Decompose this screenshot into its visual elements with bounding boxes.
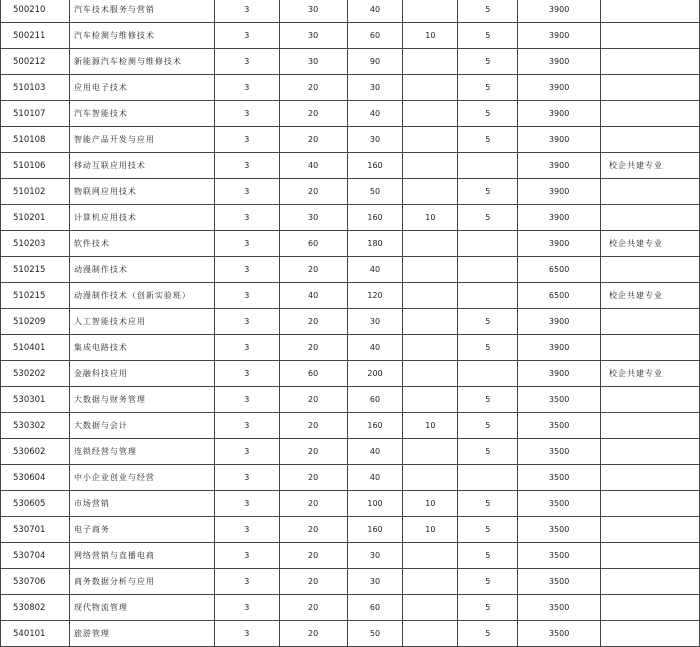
major-code-cell: 540101 (1, 621, 70, 647)
remark-cell (601, 101, 700, 127)
remark-cell (601, 387, 700, 413)
remark-cell (601, 491, 700, 517)
major-code-cell: 530301 (1, 387, 70, 413)
quota-d-cell (458, 465, 518, 491)
tuition-cell: 3900 (518, 49, 601, 75)
quota-c-cell: 10 (403, 517, 458, 543)
remark-cell (601, 335, 700, 361)
quota-b-cell: 40 (347, 439, 403, 465)
quota-a-cell: 20 (279, 465, 347, 491)
years-cell: 3 (214, 49, 279, 75)
tuition-cell: 3500 (518, 439, 601, 465)
tuition-cell: 3900 (518, 361, 601, 387)
quota-a-cell: 30 (279, 205, 347, 231)
major-name-cell: 市场营销 (69, 491, 214, 517)
table-row (1, 595, 700, 621)
table-row (1, 205, 700, 231)
quota-b-cell: 40 (347, 0, 403, 23)
quota-c-cell (403, 101, 458, 127)
years-cell: 3 (214, 75, 279, 101)
major-name-cell: 物联网应用技术 (69, 179, 214, 205)
quota-c-cell (403, 387, 458, 413)
major-name-cell: 大数据与会计 (69, 413, 214, 439)
major-name-cell: 大数据与财务管理 (69, 387, 214, 413)
quota-d-cell: 5 (458, 439, 518, 465)
tuition-cell: 3900 (518, 127, 601, 153)
quota-d-cell: 5 (458, 49, 518, 75)
years-cell: 3 (214, 205, 279, 231)
major-code-cell: 510107 (1, 101, 70, 127)
major-code-cell: 500210 (1, 0, 70, 23)
quota-d-cell: 5 (458, 387, 518, 413)
quota-b-cell: 30 (347, 569, 403, 595)
major-code-cell: 530302 (1, 413, 70, 439)
quota-d-cell: 5 (458, 0, 518, 23)
remark-cell: 校企共建专业 (601, 283, 700, 309)
major-code-cell: 500211 (1, 23, 70, 49)
major-name-cell: 金融科技应用 (69, 361, 214, 387)
tuition-cell: 3500 (518, 543, 601, 569)
quota-b-cell: 60 (347, 23, 403, 49)
major-code-cell: 530604 (1, 465, 70, 491)
quota-a-cell: 20 (279, 543, 347, 569)
remark-cell (601, 127, 700, 153)
remark-cell (601, 517, 700, 543)
table-row (1, 361, 700, 387)
years-cell: 3 (214, 491, 279, 517)
quota-d-cell (458, 231, 518, 257)
quota-d-cell: 5 (458, 595, 518, 621)
quota-d-cell: 5 (458, 309, 518, 335)
quota-b-cell: 180 (347, 231, 403, 257)
table-row (1, 465, 700, 491)
remark-cell (601, 413, 700, 439)
quota-d-cell: 5 (458, 413, 518, 439)
major-name-cell: 动漫制作技术（创新实验班） (69, 283, 214, 309)
quota-b-cell: 200 (347, 361, 403, 387)
major-name-cell: 移动互联应用技术 (69, 153, 214, 179)
table-row (1, 0, 700, 23)
remark-cell (601, 439, 700, 465)
major-code-cell: 510106 (1, 153, 70, 179)
major-code-cell: 530704 (1, 543, 70, 569)
major-code-cell: 510102 (1, 179, 70, 205)
quota-c-cell (403, 127, 458, 153)
quota-c-cell: 10 (403, 23, 458, 49)
years-cell: 3 (214, 569, 279, 595)
tuition-cell: 3500 (518, 465, 601, 491)
quota-d-cell: 5 (458, 23, 518, 49)
quota-b-cell: 60 (347, 387, 403, 413)
quota-a-cell: 20 (279, 179, 347, 205)
years-cell: 3 (214, 439, 279, 465)
table-row (1, 179, 700, 205)
table-row (1, 439, 700, 465)
quota-b-cell: 30 (347, 127, 403, 153)
quota-a-cell: 40 (279, 283, 347, 309)
quota-d-cell (458, 283, 518, 309)
major-name-cell: 现代物流管理 (69, 595, 214, 621)
quota-c-cell (403, 543, 458, 569)
quota-a-cell: 20 (279, 413, 347, 439)
major-name-cell: 计算机应用技术 (69, 205, 214, 231)
quota-b-cell: 160 (347, 413, 403, 439)
quota-b-cell: 160 (347, 517, 403, 543)
remark-cell (601, 595, 700, 621)
years-cell: 3 (214, 153, 279, 179)
major-code-cell: 510215 (1, 257, 70, 283)
years-cell: 3 (214, 101, 279, 127)
quota-b-cell: 30 (347, 75, 403, 101)
major-name-cell: 商务数据分析与应用 (69, 569, 214, 595)
remark-cell (601, 75, 700, 101)
years-cell: 3 (214, 621, 279, 647)
tuition-cell: 3900 (518, 101, 601, 127)
table-row (1, 543, 700, 569)
major-code-cell: 530202 (1, 361, 70, 387)
years-cell: 3 (214, 257, 279, 283)
quota-c-cell (403, 153, 458, 179)
years-cell: 3 (214, 127, 279, 153)
quota-c-cell (403, 231, 458, 257)
years-cell: 3 (214, 179, 279, 205)
quota-a-cell: 40 (279, 153, 347, 179)
quota-b-cell: 40 (347, 101, 403, 127)
major-name-cell: 电子商务 (69, 517, 214, 543)
major-code-cell: 510103 (1, 75, 70, 101)
quota-b-cell: 40 (347, 257, 403, 283)
quota-c-cell (403, 621, 458, 647)
major-code-cell: 530802 (1, 595, 70, 621)
major-name-cell: 软件技术 (69, 231, 214, 257)
quota-a-cell: 20 (279, 127, 347, 153)
table-row (1, 569, 700, 595)
remark-cell (601, 23, 700, 49)
major-code-cell: 510401 (1, 335, 70, 361)
quota-d-cell (458, 257, 518, 283)
major-name-cell: 动漫制作技术 (69, 257, 214, 283)
quota-d-cell: 5 (458, 517, 518, 543)
quota-b-cell: 60 (347, 595, 403, 621)
quota-b-cell: 40 (347, 335, 403, 361)
quota-a-cell: 30 (279, 23, 347, 49)
years-cell: 3 (214, 465, 279, 491)
quota-c-cell (403, 49, 458, 75)
major-code-cell: 510209 (1, 309, 70, 335)
quota-d-cell: 5 (458, 335, 518, 361)
quota-d-cell: 5 (458, 75, 518, 101)
years-cell: 3 (214, 595, 279, 621)
quota-a-cell: 20 (279, 595, 347, 621)
tuition-cell: 3500 (518, 595, 601, 621)
major-code-cell: 530706 (1, 569, 70, 595)
remark-cell: 校企共建专业 (601, 361, 700, 387)
quota-c-cell (403, 465, 458, 491)
years-cell: 3 (214, 543, 279, 569)
quota-d-cell: 5 (458, 101, 518, 127)
major-name-cell: 应用电子技术 (69, 75, 214, 101)
remark-cell (601, 257, 700, 283)
quota-c-cell (403, 257, 458, 283)
quota-b-cell: 100 (347, 491, 403, 517)
quota-a-cell: 20 (279, 491, 347, 517)
table-row (1, 49, 700, 75)
remark-cell: 校企共建专业 (601, 231, 700, 257)
tuition-cell: 6500 (518, 257, 601, 283)
tuition-cell: 3500 (518, 491, 601, 517)
major-name-cell: 旅游管理 (69, 621, 214, 647)
table-row (1, 127, 700, 153)
quota-c-cell (403, 439, 458, 465)
quota-c-cell (403, 569, 458, 595)
major-name-cell: 网络营销与直播电商 (69, 543, 214, 569)
remark-cell (601, 465, 700, 491)
major-name-cell: 新能源汽车检测与维修技术 (69, 49, 214, 75)
remark-cell (601, 0, 700, 23)
quota-b-cell: 160 (347, 205, 403, 231)
table-row (1, 413, 700, 439)
table-row (1, 283, 700, 309)
major-name-cell: 汽车技术服务与营销 (69, 0, 214, 23)
table-row (1, 257, 700, 283)
quota-b-cell: 30 (347, 543, 403, 569)
quota-a-cell: 20 (279, 569, 347, 595)
table-row (1, 387, 700, 413)
table-row (1, 231, 700, 257)
tuition-cell: 3500 (518, 621, 601, 647)
quota-a-cell: 20 (279, 621, 347, 647)
quota-a-cell: 20 (279, 309, 347, 335)
years-cell: 3 (214, 413, 279, 439)
tuition-cell: 3900 (518, 231, 601, 257)
tuition-cell: 3900 (518, 309, 601, 335)
major-code-cell: 510108 (1, 127, 70, 153)
years-cell: 3 (214, 361, 279, 387)
quota-d-cell (458, 153, 518, 179)
remark-cell (601, 543, 700, 569)
quota-c-cell (403, 0, 458, 23)
tuition-cell: 3500 (518, 569, 601, 595)
remark-cell (601, 621, 700, 647)
quota-d-cell: 5 (458, 179, 518, 205)
quota-d-cell: 5 (458, 569, 518, 595)
quota-d-cell: 5 (458, 127, 518, 153)
major-code-cell: 530701 (1, 517, 70, 543)
table-row (1, 153, 700, 179)
quota-b-cell: 50 (347, 179, 403, 205)
quota-a-cell: 20 (279, 517, 347, 543)
table-row (1, 101, 700, 127)
major-name-cell: 智能产品开发与应用 (69, 127, 214, 153)
years-cell: 3 (214, 517, 279, 543)
major-name-cell: 人工智能技术应用 (69, 309, 214, 335)
remark-cell (601, 49, 700, 75)
years-cell: 3 (214, 387, 279, 413)
major-code-cell: 530605 (1, 491, 70, 517)
quota-a-cell: 20 (279, 335, 347, 361)
quota-c-cell: 10 (403, 413, 458, 439)
quota-d-cell (458, 361, 518, 387)
years-cell: 3 (214, 335, 279, 361)
quota-b-cell: 40 (347, 465, 403, 491)
quota-a-cell: 20 (279, 439, 347, 465)
table-row (1, 335, 700, 361)
tuition-cell: 3900 (518, 75, 601, 101)
quota-a-cell: 30 (279, 49, 347, 75)
tuition-cell: 3900 (518, 205, 601, 231)
major-name-cell: 集成电路技术 (69, 335, 214, 361)
remark-cell (601, 205, 700, 231)
quota-c-cell (403, 75, 458, 101)
tuition-cell: 3900 (518, 153, 601, 179)
major-name-cell: 中小企业创业与经营 (69, 465, 214, 491)
major-name-cell: 汽车智能技术 (69, 101, 214, 127)
tuition-cell: 3900 (518, 179, 601, 205)
tuition-cell: 3900 (518, 335, 601, 361)
quota-d-cell: 5 (458, 621, 518, 647)
quota-a-cell: 20 (279, 387, 347, 413)
remark-cell: 校企共建专业 (601, 153, 700, 179)
table-row (1, 491, 700, 517)
quota-a-cell: 20 (279, 257, 347, 283)
years-cell: 3 (214, 309, 279, 335)
quota-c-cell (403, 361, 458, 387)
tuition-cell: 3900 (518, 0, 601, 23)
tuition-cell: 3500 (518, 413, 601, 439)
quota-a-cell: 60 (279, 231, 347, 257)
quota-a-cell: 20 (279, 75, 347, 101)
quota-a-cell: 20 (279, 101, 347, 127)
quota-c-cell (403, 179, 458, 205)
major-code-cell: 510203 (1, 231, 70, 257)
quota-c-cell (403, 335, 458, 361)
table-row (1, 621, 700, 647)
quota-a-cell: 60 (279, 361, 347, 387)
remark-cell (601, 179, 700, 205)
remark-cell (601, 569, 700, 595)
years-cell: 3 (214, 283, 279, 309)
tuition-cell: 6500 (518, 283, 601, 309)
years-cell: 3 (214, 23, 279, 49)
quota-d-cell: 5 (458, 491, 518, 517)
major-name-cell: 汽车检测与维修技术 (69, 23, 214, 49)
quota-c-cell: 10 (403, 491, 458, 517)
quota-c-cell: 10 (403, 205, 458, 231)
table-row (1, 517, 700, 543)
major-code-cell: 510201 (1, 205, 70, 231)
table-row (1, 309, 700, 335)
years-cell: 3 (214, 0, 279, 23)
quota-d-cell: 5 (458, 205, 518, 231)
major-code-cell: 530602 (1, 439, 70, 465)
tuition-cell: 3500 (518, 387, 601, 413)
table-row (1, 23, 700, 49)
quota-c-cell (403, 595, 458, 621)
tuition-cell: 3900 (518, 23, 601, 49)
quota-a-cell: 30 (279, 0, 347, 23)
quota-b-cell: 30 (347, 309, 403, 335)
quota-b-cell: 90 (347, 49, 403, 75)
remark-cell (601, 309, 700, 335)
tuition-cell: 3500 (518, 517, 601, 543)
quota-c-cell (403, 283, 458, 309)
major-name-cell: 连锁经营与管理 (69, 439, 214, 465)
major-code-cell: 500212 (1, 49, 70, 75)
quota-b-cell: 160 (347, 153, 403, 179)
quota-b-cell: 120 (347, 283, 403, 309)
major-code-cell: 510215 (1, 283, 70, 309)
years-cell: 3 (214, 231, 279, 257)
quota-c-cell (403, 309, 458, 335)
table-row (1, 75, 700, 101)
quota-b-cell: 50 (347, 621, 403, 647)
table-body (1, 0, 700, 647)
quota-d-cell: 5 (458, 543, 518, 569)
